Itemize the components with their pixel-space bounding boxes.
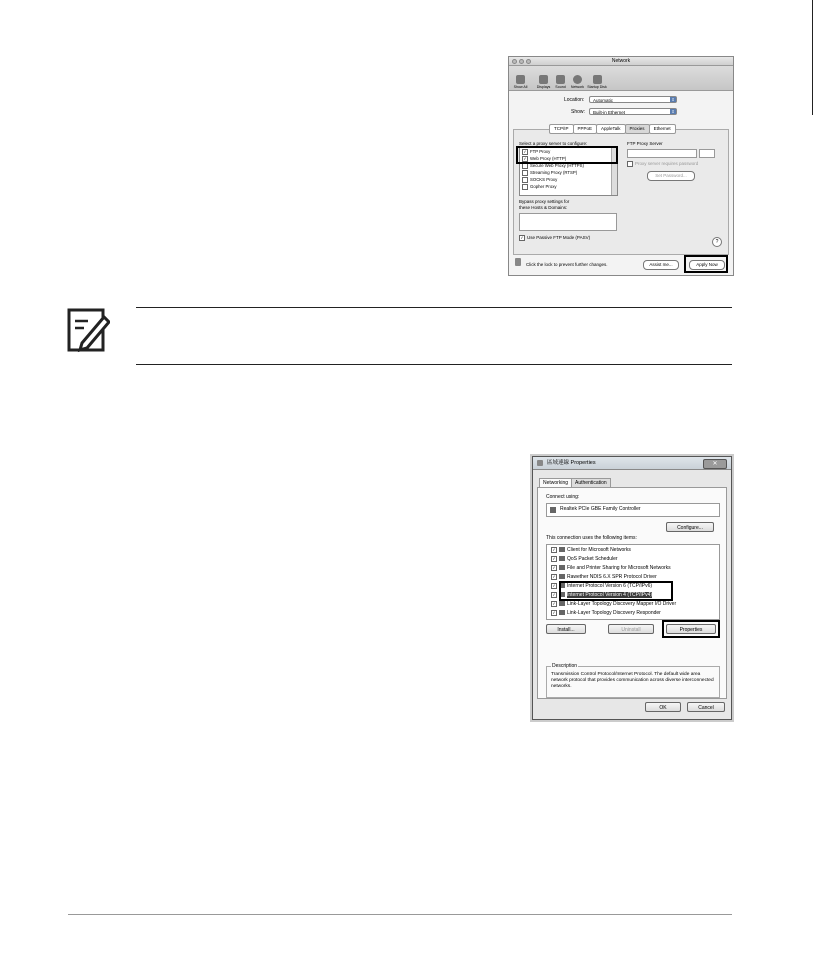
close-dot-icon[interactable] [512,59,517,64]
select-proxy-label: Select a proxy server to configure: [519,141,588,146]
show-label: Show: [571,109,585,115]
proxy-item[interactable]: Secure Web Proxy (HTTPS) [520,162,617,169]
mac-tab-bar [549,124,675,134]
checkbox-checked[interactable]: ✓ [523,148,527,154]
passive-ftp-checkbox[interactable]: ✓ Use Passive FTP Mode (PASV) [520,235,591,241]
proxy-item[interactable]: ✓ Web Proxy (HTTP) [523,155,567,161]
list-item[interactable]: ✓ QoS Packet Scheduler [552,555,618,562]
speaker-icon [556,75,565,84]
win-title-bar [533,457,731,470]
page-edge-rule [812,0,813,115]
highlight-box [662,620,720,638]
bypass-hosts-input[interactable] [519,213,617,231]
tab-authentication[interactable]: Authentication [571,478,611,489]
toolbar-show-all[interactable]: Show All [513,75,528,90]
location-select[interactable]: Automatic ⇕ [589,96,677,103]
bypass-label: Bypass proxy settings for [519,199,570,204]
properties-button[interactable]: Properties [666,624,716,634]
updown-arrow-icon: ⇕ [671,109,675,114]
proxy-item[interactable]: Streaming Proxy (RTSP) [520,169,617,176]
configure-button[interactable]: Configure... [666,522,714,532]
proxy-server-input[interactable] [627,149,697,158]
uninstall-button[interactable]: Uninstall [608,624,654,634]
adapter-name: Realtek PCIe GBE Family Controller [560,506,641,512]
win-properties-dialog [532,456,732,720]
connect-using-label: Connect using: [546,494,580,500]
tab-tcpip[interactable]: TCP/IP [549,124,574,134]
help-icon[interactable]: ? [712,237,722,247]
description-label: Description [552,663,578,669]
ftp-proxy-server-label: FTP Proxy Server [627,141,663,146]
disk-icon [593,75,602,84]
note-top-rule [136,307,732,308]
tab-networking[interactable]: Networking [539,478,572,489]
proxy-port-input[interactable] [699,149,715,158]
display-icon [539,75,548,84]
protocol-icon [559,610,565,615]
proxy-item[interactable]: Gopher Proxy [520,183,617,190]
note-bottom-rule [136,364,732,365]
scheduler-icon [559,556,565,561]
ok-button[interactable]: OK [645,702,681,712]
mac-window-title: Network [611,58,631,64]
list-item[interactable]: ✓ Rawether NDIS 6.X SPR Protocol Driver [552,573,657,580]
globe-icon [573,75,582,84]
footer-rule [68,914,732,915]
checkbox[interactable] [522,184,528,190]
minimize-dot-icon[interactable] [519,59,524,64]
tab-appletalk[interactable]: AppleTalk [596,124,626,134]
mac-title-bar [509,57,733,66]
proxy-item[interactable]: ✓ FTP Proxy [523,148,551,154]
network-client-icon [559,547,565,552]
proxy-item[interactable]: SOCKS Proxy [520,176,617,183]
adapter-icon [550,507,556,513]
location-label: Location: [564,97,585,103]
zoom-dot-icon[interactable] [526,59,531,64]
assist-me-button[interactable]: Assist me... [643,260,679,270]
requires-password-checkbox[interactable]: Proxy server requires password [627,161,698,167]
set-password-button[interactable]: Set Password... [647,171,695,181]
note-pencil-icon [66,307,110,355]
items-label: This connection uses the following items: [546,535,637,541]
cancel-button[interactable]: Cancel [687,702,725,712]
tab-proxies[interactable]: Proxies [625,124,650,134]
list-item[interactable]: ✓ Link-Layer Topology Discovery Mapper I/O Driver [552,600,677,607]
description-text: Transmission Control Protocol/Internet Protocol. The default wide area network protocol that provides communication across diverse interconnected networks. [551,672,714,689]
tab-ethernet[interactable]: Ethernet [649,124,676,134]
printer-icon [559,565,565,570]
tab-pppoe[interactable]: PPPoE [573,124,598,134]
highlight-box [559,581,673,601]
list-item[interactable]: ✓ Link-Layer Topology Discovery Responder [552,609,661,616]
apply-now-button[interactable]: Apply Now [689,260,725,270]
checkbox[interactable] [522,170,528,176]
show-select[interactable]: Built-in Ethernet ⇕ [589,108,677,115]
highlight-box [516,146,618,164]
networking-page [537,487,727,699]
adapter-box [546,503,720,517]
list-item[interactable]: ✓ Internet Protocol Version 6 (TCP/IPv6) [552,582,653,589]
close-icon[interactable]: ✕ [703,459,727,469]
protocol-icon [559,601,565,606]
description-group [546,663,720,698]
checkbox-checked[interactable]: ✓ [523,155,527,161]
updown-arrow-icon: ⇕ [671,97,675,102]
lock-text: Click the lock to prevent further changes. [526,262,608,267]
mac-toolbar [509,66,733,91]
protocol-icon [559,574,565,579]
bypass-label-2: these Hosts & Domains: [519,205,568,210]
mac-network-window [508,56,734,276]
list-item[interactable]: ✓ Client for Microsoft Networks [552,546,631,553]
install-button[interactable]: Install... [546,624,586,634]
win-dialog-title: 區域連線 Properties [547,460,596,466]
toolbar-displays[interactable]: Displays [536,75,551,90]
list-item[interactable]: ✓ File and Printer Sharing for Microsoft Networks [552,564,671,571]
toolbar-network[interactable]: Network [570,75,585,90]
lock-icon[interactable] [515,258,521,266]
items-list [546,544,720,620]
highlight-box [684,255,728,273]
toolbar-sound[interactable]: Sound [553,75,568,90]
list-item-selected[interactable]: ✓ Internet Protocol Version 4 (TCP/IPv4) [552,591,653,598]
grid-icon [516,75,525,84]
network-icon [537,460,543,466]
checkbox[interactable] [522,177,528,183]
toolbar-startup-disk[interactable]: Startup Disk [587,75,607,90]
